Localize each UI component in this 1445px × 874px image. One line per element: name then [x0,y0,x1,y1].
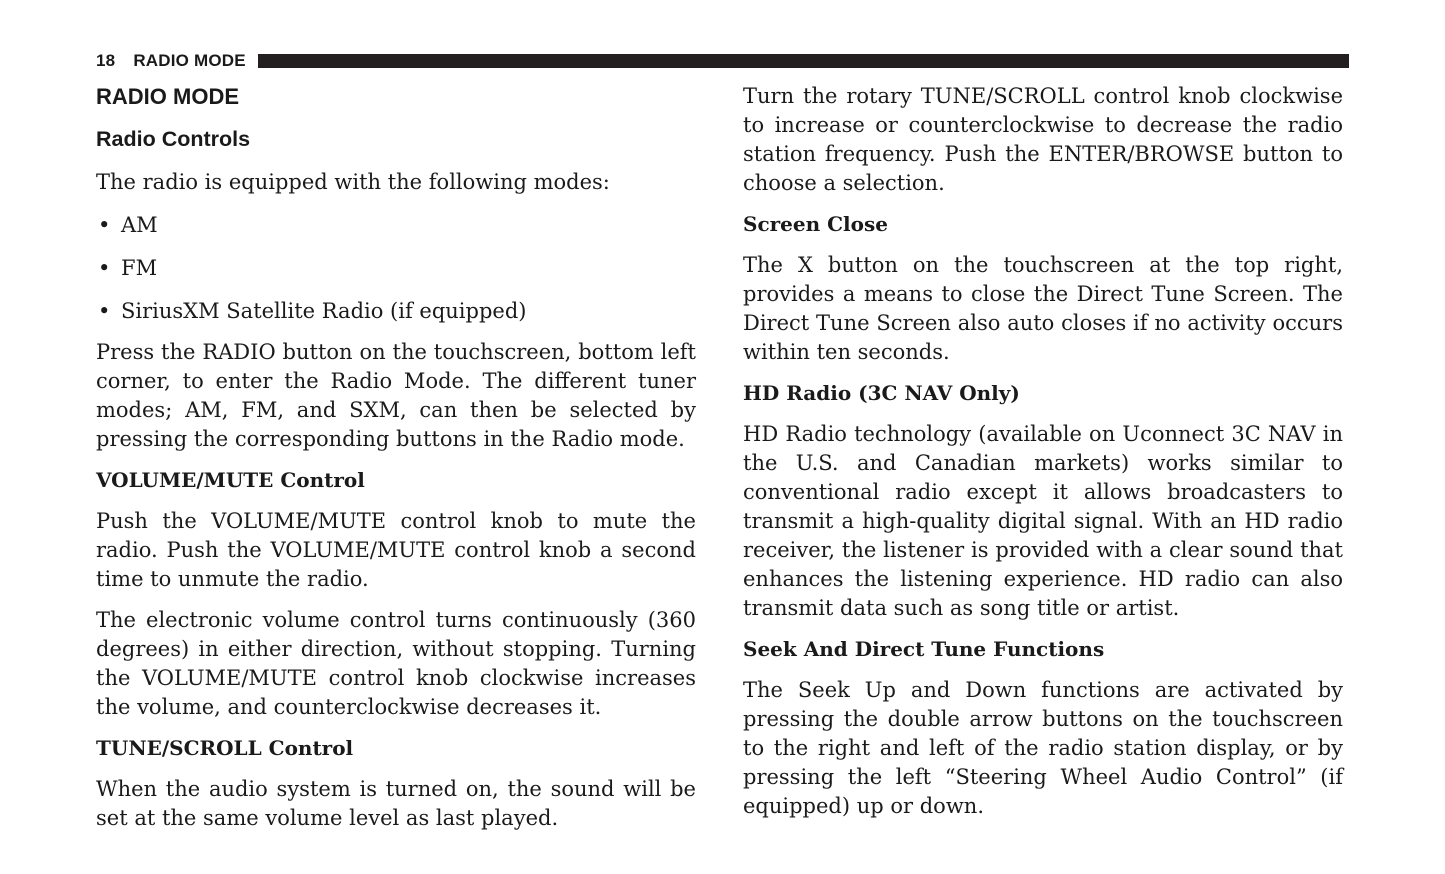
tune-paragraph: When the audio system is turned on, the sound will be set at the same volume level as last played. [96,777,696,830]
volume-paragraph-1: Push the VOLUME/MUTE control knob to mute the radio. Push the VOLUME/MUTE control knob a second time to unmute the radio. [96,509,696,591]
volume-paragraph-2: The electronic volume control turns continuously (360 degrees) in either direction, without stopping. Turning the VOLUME/MUTE control knob clockwise increases the volume, and counterclockwise decreases it. [96,608,696,719]
hd-radio-heading: HD Radio (3C NAV Only) [743,381,1020,405]
hd-radio-paragraph: HD Radio technology (available on Uconnect 3C NAV in the U.S. and Canadian markets) works similar to conventional radio except it allows broadcasters to transmit a high-quality digital signal. With an HD radio receiver, the listener is provided with a clear sound that enhances the listening experience. HD radio can also transmit data such as song title or artist. [743,422,1343,620]
volume-mute-heading: VOLUME/MUTE Control [96,468,365,492]
tune-scroll-heading: TUNE/SCROLL Control [96,736,354,760]
list-item [96,297,696,326]
page-number: 18 [96,51,116,70]
bullet-icon: • [98,256,111,280]
seek-direct-tune-heading: Seek And Direct Tune Functions [743,637,1105,661]
bullet-icon: • [98,299,111,323]
tune-continued-paragraph: Turn the rotary TUNE/SCROLL control knob clockwise to increase or counterclockwise to decrease the radio station frequency. Push the ENTER/BROWSE button to choose a selection. [743,84,1343,195]
seek-paragraph: The Seek Up and Down functions are activated by pressing the double arrow buttons on the touchscreen to the right and left of the radio station display, or by pressing the left “Steering Wheel Audio Control” (if equipped) up or down. [743,678,1343,818]
screen-close-heading: Screen Close [743,212,888,236]
mode-label: FM [121,256,158,280]
list-item [96,211,696,240]
radio-controls-heading: Radio Controls [96,127,251,151]
left-column [96,82,696,833]
bullet-icon: • [98,213,111,237]
main-heading: RADIO MODE [96,84,239,109]
mode-label: SiriusXM Satellite Radio (if equipped) [121,299,527,323]
section-title: RADIO MODE [133,51,246,70]
radio-button-paragraph: Press the RADIO button on the touchscreen, bottom left corner, to enter the Radio Mode. The different tuner modes; AM, FM, and SXM, can then be selected by pressing the corresponding buttons in the Radio mode. [96,340,696,451]
mode-label: AM [121,213,158,237]
modes-intro: The radio is equipped with the following modes: [96,170,610,194]
screen-close-paragraph: The X button on the touchscreen at the top right, provides a means to close the Direct Tune Screen. The Direct Tune Screen also auto closes if no activity occurs within ten seconds. [743,253,1343,364]
header-rule [258,54,1349,68]
right-column [743,82,1343,821]
list-item [96,254,696,283]
page-header [96,50,1349,72]
modes-list [96,211,696,326]
